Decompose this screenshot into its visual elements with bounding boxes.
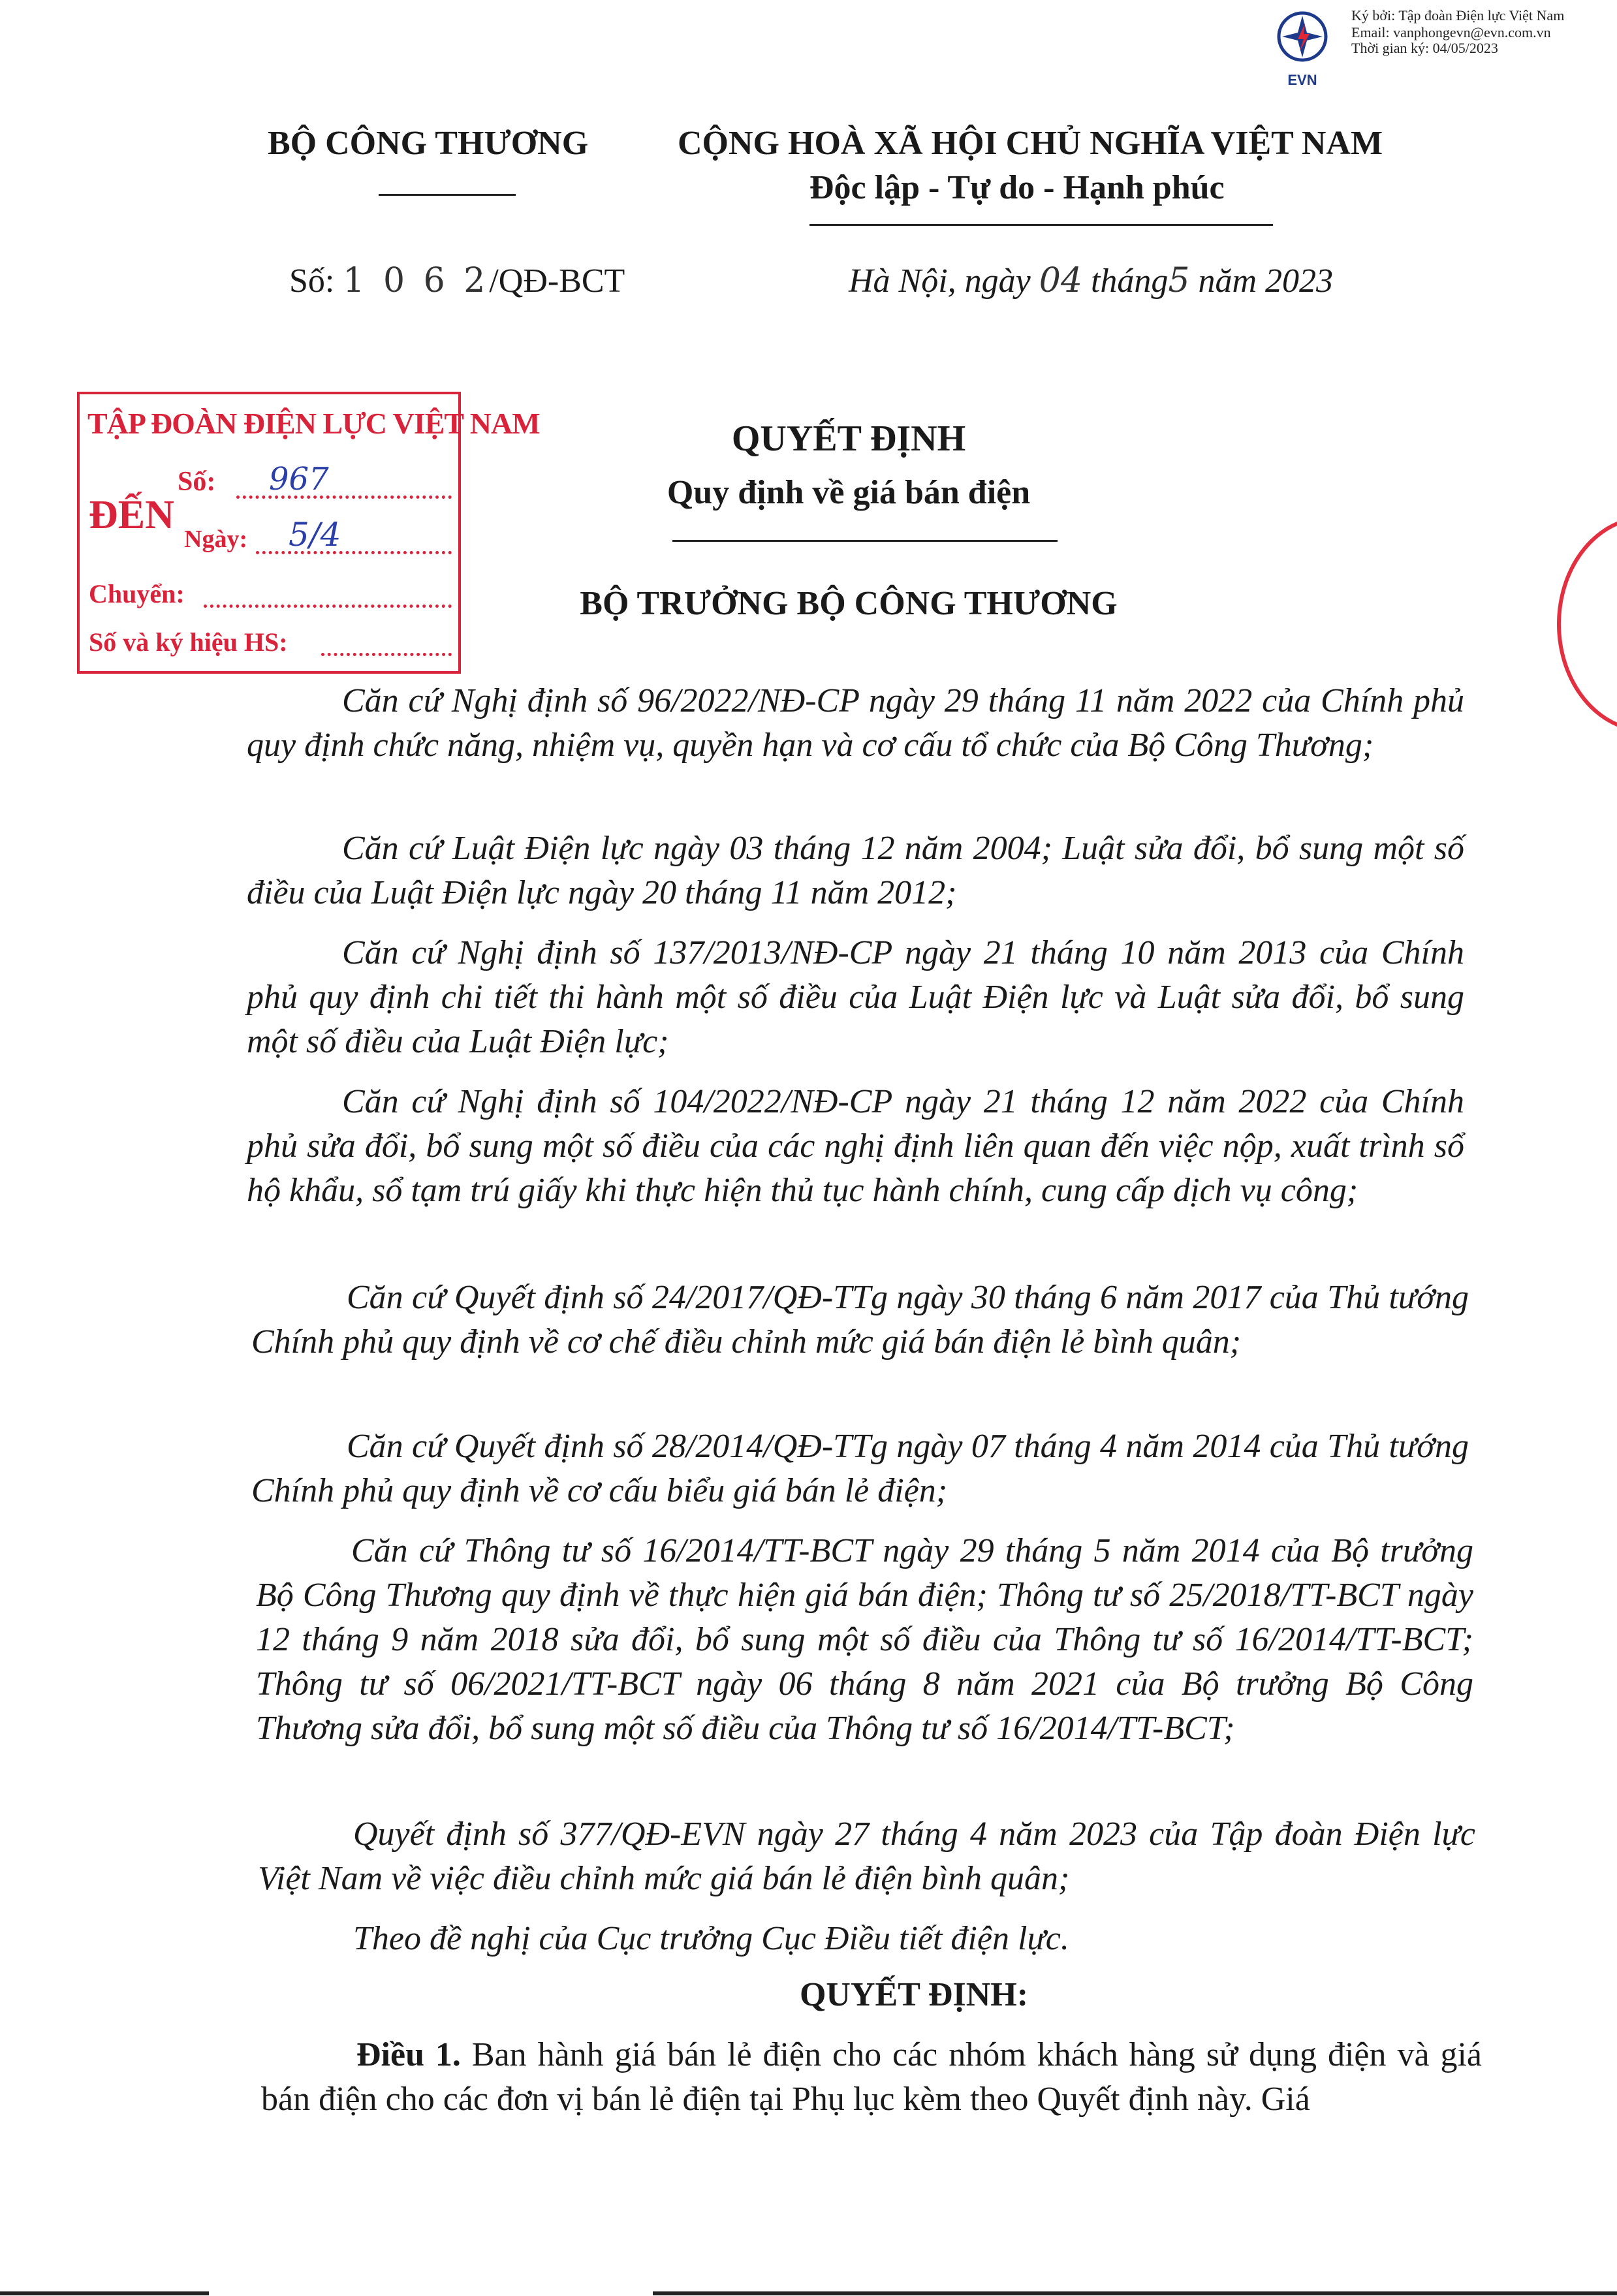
country-name: CỘNG HOÀ XÃ HỘI CHỦ NGHĨA VIỆT NAM — [678, 125, 1383, 162]
article-1-text: Ban hành giá bán lẻ điện cho các nhóm khách hàng sử dụng điện và giá bán điện cho các đơn vị bán lẻ điện tại Phụ lục kèm theo Quyết định này. Giá — [261, 2036, 1482, 2118]
preamble-paragraph-6: Căn cứ Quyết định số 28/2014/QĐ-TTg ngày 07 tháng 4 năm 2014 của Thủ tướng Chính phủ quy định về cơ cấu biểu giá bán lẻ điện; — [251, 1428, 1469, 1509]
preamble-paragraph-7: Căn cứ Thông tư số 16/2014/TT-BCT ngày 29 tháng 5 năm 2014 của Bộ trưởng Bộ Công Thương quy định về thực hiện giá bán điện; Thông tư số 25/2018/TT-BCT ngày 12 tháng 9 năm 2018 sửa đổi, bổ sung một số điều của Thông tư số 16/2014/TT-BCT; Thông tư số 06/2021/TT-BCT ngày 06 tháng 8 năm 2021 của Bộ trưởng Bộ Công Thương sửa đổi, bổ sung một số điều của Thông tư số 16/2014/TT-BCT; — [256, 1532, 1473, 1747]
signature-time: Thời gian ký: 04/05/2023 — [1351, 40, 1498, 56]
preamble-paragraph-9: Theo đề nghị của Cục trưởng Cục Điều tiết điện lực. — [353, 1920, 1069, 1957]
incoming-document-stamp — [77, 392, 540, 674]
document-number — [289, 261, 625, 300]
date-day: 04 — [1039, 261, 1082, 300]
decision-heading: QUYẾT ĐỊNH: — [799, 1976, 1029, 2013]
preamble-paragraph-2: Căn cứ Luật Điện lực ngày 03 tháng 12 năm 2004; Luật sửa đổi, bổ sung một số điều của Luật Điện lực ngày 20 tháng 11 năm 2012; — [247, 830, 1464, 911]
preamble-paragraph-1: Căn cứ Nghị định số 96/2022/NĐ-CP ngày 29 tháng 11 năm 2022 của Chính phủ quy định chức năng, nhiệm vụ, quyền hạn và cơ cấu tổ chức của Bộ Công Thương; — [247, 682, 1464, 764]
signature-email: Email: vanphongevn@evn.com.vn — [1351, 24, 1551, 40]
issuing-authority: BỘ TRƯỞNG BỘ CÔNG THƯƠNG — [580, 585, 1118, 622]
document-title: QUYẾT ĐỊNH — [731, 418, 966, 459]
number-prefix: Số: — [289, 262, 335, 300]
stamp-ngay-label: Ngày: — [184, 526, 248, 553]
evn-logo-text: EVN — [1287, 72, 1317, 88]
article-1 — [261, 2033, 1482, 2122]
stamp-chuyen-dots — [204, 605, 452, 608]
document-date — [849, 261, 1333, 300]
title-underline — [672, 540, 1058, 542]
stamp-ngay-value: 5/4 — [289, 516, 341, 554]
preamble-paragraph-5: Căn cứ Quyết định số 24/2017/QĐ-TTg ngày 30 tháng 6 năm 2017 của Thủ tướng Chính phủ quy định về cơ chế điều chỉnh mức giá bán điện lẻ bình quân; — [251, 1279, 1469, 1360]
stamp-den: ĐẾN — [89, 493, 174, 537]
number-handwritten: 1 0 6 2 — [343, 261, 490, 300]
preamble-paragraph-3: Căn cứ Nghị định số 137/2013/NĐ-CP ngày 21 tháng 10 năm 2013 của Chính phủ quy định chi tiết thi hành một số điều của Luật Điện lực và Luật sửa đổi, bổ sung một số điều của Luật Điện lực; — [247, 934, 1464, 1060]
signature-signer: Ký bởi: Tập đoàn Điện lực Việt Nam — [1351, 7, 1565, 24]
stamp-hs-label: Số và ký hiệu HS: — [89, 627, 288, 657]
stamp-ngay-dots — [256, 551, 452, 554]
motto-underline — [809, 224, 1273, 226]
article-1-label: Điều 1. — [356, 2036, 461, 2073]
number-suffix: /QĐ-BCT — [489, 262, 625, 300]
stamp-hs-dots — [321, 653, 452, 656]
stamp-so-value: 967 — [269, 461, 329, 497]
date-place: Hà Nội, ngày — [849, 262, 1031, 300]
document-subtitle: Quy định về giá bán điện — [667, 474, 1031, 511]
date-month: 5 — [1168, 261, 1190, 300]
national-motto: Độc lập - Tự do - Hạnh phúc — [809, 169, 1225, 206]
preamble-paragraph-4: Căn cứ Nghị định số 104/2022/NĐ-CP ngày 21 tháng 12 năm 2022 của Chính phủ sửa đổi, bổ sung một số điều của các nghị định liên quan đến việc nộp, xuất trình sổ hộ khẩu, sổ tạm trú giấy khi thực hiện thủ tục hành chính, cung cấp dịch vụ công; — [247, 1083, 1464, 1209]
ministry-underline — [379, 194, 516, 196]
ministry-name: BỘ CÔNG THƯƠNG — [268, 125, 589, 162]
date-month-label: tháng — [1090, 262, 1169, 300]
scan-edge-mark — [653, 2291, 1617, 2295]
date-year: năm 2023 — [1198, 262, 1334, 300]
evn-logo — [1273, 9, 1332, 87]
stamp-org: TẬP ĐOÀN ĐIỆN LỰC VIỆT NAM — [87, 407, 540, 440]
scan-edge-mark — [0, 2291, 209, 2295]
preamble-paragraph-8: Quyết định số 377/QĐ-EVN ngày 27 tháng 4 năm 2023 của Tập đoàn Điện lực Việt Nam về việc điều chỉnh mức giá bán lẻ điện bình quân; — [258, 1816, 1475, 1897]
stamp-so-dots — [236, 495, 452, 499]
stamp-so-label: Số: — [178, 467, 216, 497]
round-seal-stamp — [1557, 516, 1617, 732]
stamp-chuyen-label: Chuyển: — [89, 579, 185, 608]
